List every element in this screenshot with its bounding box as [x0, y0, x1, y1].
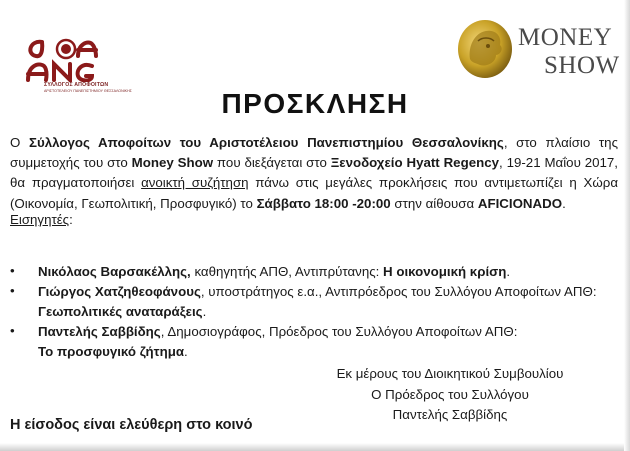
speaker-end: .	[506, 264, 511, 279]
bullet-icon: •	[10, 283, 15, 298]
speaker-name: Παντελής Σαββίδης	[38, 324, 161, 339]
speaker-topic: Το προσφυγικό ζήτημα	[38, 344, 184, 359]
money-show-word-show: SHOW	[544, 52, 620, 79]
free-entry-note: Η είσοδος είναι ελεύθερη στο κοινό	[10, 417, 253, 433]
speaker-item	[38, 262, 510, 282]
event-name: Money Show	[131, 155, 214, 171]
bullet-icon: •	[10, 323, 15, 338]
speakers-label: Εισηγητές	[10, 212, 70, 227]
speaker-role: , Δημοσιογράφος, Πρόεδρος του Συλλόγου Αποφοίτων ΑΠΘ:	[160, 324, 518, 339]
speakers-heading	[10, 212, 73, 227]
logo-caption-sub: ΑΡΙΣΤΟΤΕΛΕΙΟΥ ΠΑΝΕΠΙΣΤΗΜΙΟΥ ΘΕΣΣΑΛΟΝΙΚΗΣ	[44, 89, 132, 93]
speaker-item	[38, 282, 603, 322]
speaker-item	[38, 322, 618, 362]
speaker-end: .	[202, 304, 207, 319]
signature-line-board: Εκ μέρους του Διοικητικού Συμβουλίου	[336, 366, 564, 381]
intro-text-4: , 19-21 Μαΐου 2017, θα πραγματοποιήσει	[10, 155, 618, 191]
organization-name: Σύλλογος Αποφοίτων του Αριστοτέλειου Πανεπιστημίου Θεσσαλονίκης	[28, 135, 504, 150]
money-show-logo	[456, 16, 620, 86]
speaker-name: Νικόλαος Βαρσακέλλης,	[38, 264, 191, 279]
intro-text-1: Ο	[10, 135, 29, 150]
venue-name: Ξενοδοχείο Hyatt Regency	[330, 155, 500, 171]
invitation-intro-paragraph	[10, 133, 618, 214]
intro-text-3: που διεξάγεται στο	[213, 155, 331, 171]
speaker-role: , υποστράτηγος ε.α., Αντιπρόεδρος του Συλλόγου Αποφοίτων ΑΠΘ:	[200, 284, 597, 299]
speaker-end: .	[184, 344, 188, 359]
page-shadow-bottom	[0, 443, 630, 451]
speaker-topic: Η οικονομική κρίση	[379, 264, 507, 279]
logo-caption-main: ΣΥΛΛΟΓΟΣ ΑΠΟΦΟΙΤΩΝ	[44, 82, 109, 88]
room-name: AFICIONADO	[477, 195, 563, 211]
invitation-title: ΠΡΟΣΚΛΗΣΗ	[221, 88, 409, 119]
signature-line-name: Παντελής Σαββίδης	[392, 407, 508, 422]
signature-line-title: Ο Πρόεδρος του Συλλόγου	[371, 387, 529, 402]
alumni-monogram-icon	[20, 36, 112, 82]
page-shadow-right	[624, 0, 630, 451]
open-discussion-text: ανοικτή συζήτηση	[141, 175, 249, 191]
speaker-name: Γιώργος Χατζηθεοφάνους	[38, 284, 201, 299]
speaker-role: καθηγητής ΑΠΘ, Αντιπρύτανης:	[190, 264, 380, 279]
intro-text-2: , στο πλαίσιο της συμμετοχής του στο	[10, 135, 618, 171]
intro-text-6: στην αίθουσα	[390, 195, 478, 211]
bullet-icon: •	[10, 263, 15, 278]
speakers-colon: :	[69, 212, 73, 227]
intro-text-5: πάνω στις μεγάλες προκλήσεις που αντιμετωπίζει η Χώρα (Οικονομία, Γεωπολιτική, Προσφυγικό) το	[10, 175, 619, 211]
intro-text-7: .	[562, 195, 566, 211]
speaker-topic: Γεωπολιτικές αναταράξεις	[38, 304, 203, 319]
money-show-word-money: MONEY	[518, 24, 613, 51]
event-datetime: Σάββατο 18:00 -20:00	[256, 195, 391, 211]
gold-coin-icon	[456, 19, 514, 79]
